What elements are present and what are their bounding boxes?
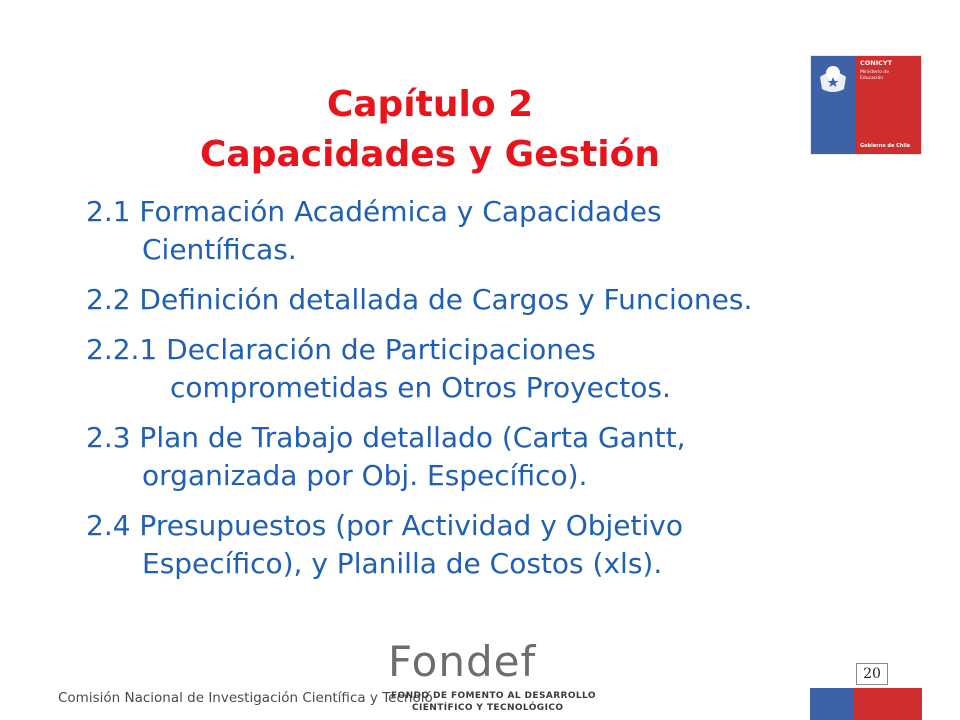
title-line-2: Capacidades y Gestión <box>200 134 660 175</box>
fondef-tagline-1: FONDO DE FOMENTO AL DESARROLLO <box>391 691 596 701</box>
content-list <box>86 193 906 595</box>
list-item <box>86 281 906 319</box>
list-item-line: 2.2.1 Declaración de Participaciones <box>86 333 596 366</box>
fondef-logo <box>388 637 598 713</box>
list-item-line: Específico), y Planilla de Costos (xls). <box>142 547 663 580</box>
list-item <box>86 331 906 407</box>
list-item <box>86 419 906 495</box>
conicyt-name: CONICYT <box>860 59 893 67</box>
list-item-line: 2.1 Formación Académica y Capacidades <box>86 195 662 228</box>
slide-title <box>150 80 710 180</box>
flag-stripe-decoration <box>810 688 922 720</box>
title-line-1: Capítulo 2 <box>326 84 534 125</box>
fondef-tagline-2: CIENTÍFICO Y TECNOLÓGICO <box>412 703 564 713</box>
list-item-line: 2.4 Presupuestos (por Actividad y Objetivo <box>86 509 683 542</box>
list-item <box>86 193 906 269</box>
svg-text:Ministerio de: Ministerio de <box>860 70 890 75</box>
conicyt-logo <box>810 55 922 155</box>
list-item-line: 2.2 Definición detallada de Cargos y Funciones. <box>86 283 753 316</box>
list-item <box>86 507 906 583</box>
list-item-line: organizada por Obj. Específico). <box>142 459 588 492</box>
page-number: 20 <box>856 663 888 685</box>
list-item-line: comprometidas en Otros Proyectos. <box>170 371 671 404</box>
svg-text:Educación: Educación <box>860 76 884 81</box>
footer-organization-text: Comisión Nacional de Investigación Científica y Tecnoló <box>58 690 433 706</box>
conicyt-government: Gobierno de Chile <box>860 143 911 149</box>
fondef-wordmark: Fondef <box>388 637 537 686</box>
list-item-line: 2.3 Plan de Trabajo detallado (Carta Gantt, <box>86 421 686 454</box>
list-item-line: Científicas. <box>142 233 297 266</box>
